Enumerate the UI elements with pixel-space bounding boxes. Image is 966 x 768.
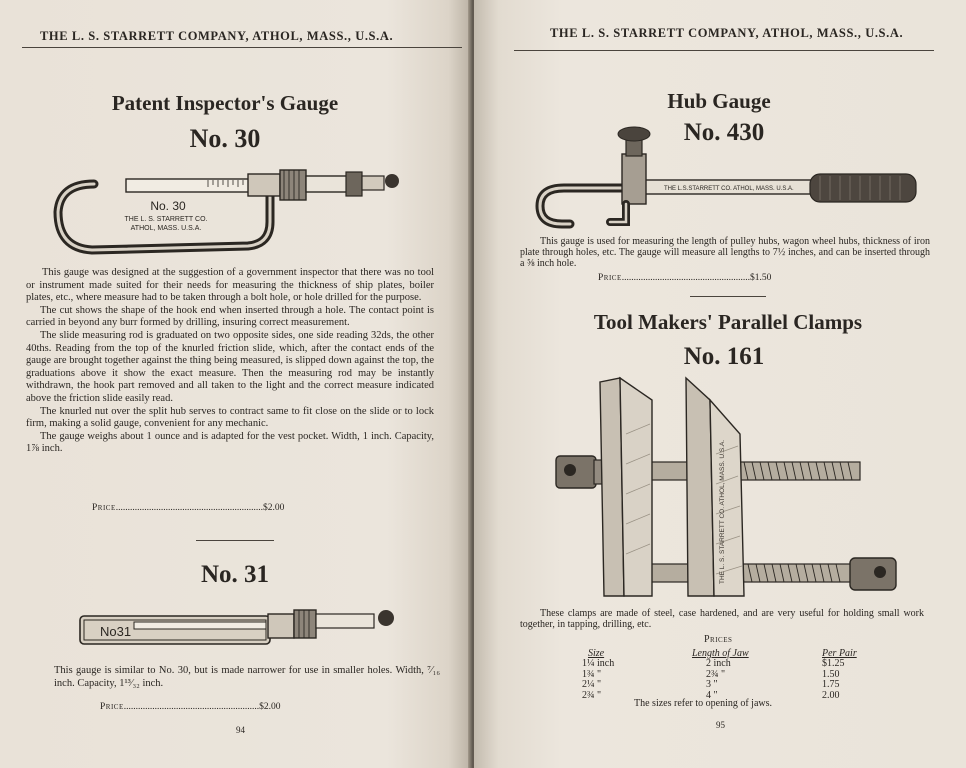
hub-stamp: THE L.S.STARRETT CO. ATHOL, MASS. U.S.A. xyxy=(664,186,794,192)
table-row xyxy=(582,659,892,670)
hub-price-line: Price......................................................$1.50 xyxy=(598,273,772,283)
clamps-title: Tool Makers' Parallel Clamps xyxy=(593,310,863,334)
header-rule xyxy=(22,47,462,48)
price-label: Price xyxy=(100,702,124,712)
table-cell: 2¼ " xyxy=(582,679,602,690)
page-number: 94 xyxy=(236,725,245,735)
price-line: Price..............................................................$2.00 xyxy=(92,503,285,513)
clamp-stamp: THE L. S. STARRETT CO. ATHOL, MASS. U.S.A. xyxy=(719,439,726,584)
left-page xyxy=(0,0,472,768)
stamp-maker: THE L. S. STARRETT CO. xyxy=(124,216,208,223)
page-number: 95 xyxy=(716,720,725,730)
stamp-no31: No31 xyxy=(100,624,132,639)
description-paragraph: The gauge weighs about 1 ounce and is adapted for the vest pocket. Width, 1 inch. Capacity, 1⅞ inch. xyxy=(26,430,434,455)
section-divider xyxy=(690,296,766,297)
description-paragraph: The slide measuring rod is graduated on two opposite sides, one side reading 32ds, the other 40ths. Reading from the top of the knurled friction slide, which, after the contact ends of the gauge are brought together against the thing being measured, is slipped down against the top, the graduations above it show the exact measure. Then the measuring rod may be instantly withdrawn, the hook part removed and all taken to the light and the correct measure indicated above the friction slide easily read. xyxy=(26,329,434,404)
product-title: Patent Inspector's Gauge xyxy=(111,91,339,115)
gauge-31-description: This gauge is similar to No. 30, but is made narrower for use in smaller holes. Width, ⁷⁄₁₆ inch. Capacity, 1¹³⁄₃₂ inch. xyxy=(54,665,440,689)
column-header: Size xyxy=(588,648,605,659)
table-cell: 2.00 xyxy=(822,689,840,701)
section-divider xyxy=(196,540,274,541)
price-line-31: Price.........................................................$2.00 xyxy=(100,702,281,712)
prices-heading: Prices xyxy=(704,634,733,645)
stamp-model: No. 30 xyxy=(150,199,186,213)
table-cell: 1.50 xyxy=(822,668,840,680)
table-cell: 4 " xyxy=(706,689,718,701)
header-rule xyxy=(514,50,934,51)
price-value: $2.00 xyxy=(259,702,281,712)
description-paragraph: This gauge was designed at the suggestion of a government inspector that there was no tool or instrument made suited for their needs for measuring the thickness of ship plates, boiler plates, etc., where measure had to be taken through a bolt hole, or hole drilled for the purpose. xyxy=(26,267,434,304)
table-footnote: The sizes refer to opening of jaws. xyxy=(634,698,773,709)
column-header: Per Pair xyxy=(822,648,857,659)
model-number-31: No. 31 xyxy=(200,561,270,588)
hub-gauge-description: This gauge is used for measuring the length of pulley hubs, wagon wheel hubs, thickness of iron plate through holes, etc. The gauge will measure all lengths to 7½ inches, and can be inserted through a ⅝ inch hole. xyxy=(520,236,930,269)
price-label: Price xyxy=(598,273,622,283)
table-cell: 1¾ " xyxy=(582,668,602,680)
inspector-gauge-illustration xyxy=(48,160,408,260)
table-cell: 2¾ " xyxy=(582,689,602,701)
table-cell: 3 " xyxy=(706,679,718,690)
description-paragraph: The knurled nut over the split hub serves to contract same to fit close on the slide or to lock firm, making a solid gauge, convenient for any mechanic. xyxy=(26,405,434,430)
hub-gauge-illustration xyxy=(534,122,924,232)
table-cell: 2¾ " xyxy=(706,668,726,680)
table-cell: 2 inch xyxy=(706,658,731,669)
table-row xyxy=(582,670,892,681)
table-cell: 1¼ inch xyxy=(582,658,615,669)
table-cell: 1.75 xyxy=(822,679,840,690)
model-number: No. 30 xyxy=(189,124,261,153)
description-paragraph: The cut shows the shape of the hook end when inserted through a hole. The contact point is carried in beyond any burr formed by drilling, insuring correct measurement. xyxy=(26,304,434,329)
parallel-clamps-illustration xyxy=(544,374,904,606)
hub-gauge-model: No. 430 xyxy=(683,119,765,146)
hub-gauge-title: Hub Gauge xyxy=(667,89,771,113)
clamps-price-table xyxy=(582,648,892,701)
gauge-description xyxy=(26,267,434,456)
table-row xyxy=(582,680,892,691)
price-label: Price xyxy=(92,503,116,513)
right-page xyxy=(474,0,966,768)
clamps-description: These clamps are made of steel, case hardened, and are very useful for holding small work together, in tapping, drilling, etc. xyxy=(520,608,924,630)
gauge-31-illustration xyxy=(74,600,404,660)
running-header: THE L. S. STARRETT COMPANY, ATHOL, MASS., U.S.A. xyxy=(40,29,394,43)
clamps-model: No. 161 xyxy=(683,343,765,370)
stamp-place: ATHOL, MASS. U.S.A. xyxy=(130,225,202,232)
table-header-row xyxy=(582,648,892,659)
column-header: Length of Jaw xyxy=(692,648,749,659)
running-header: THE L. S. STARRETT COMPANY, ATHOL, MASS., U.S.A. xyxy=(550,26,904,40)
table-cell: $1.25 xyxy=(822,658,845,669)
price-value: $2.00 xyxy=(262,503,285,513)
price-value: $1.50 xyxy=(749,273,772,283)
